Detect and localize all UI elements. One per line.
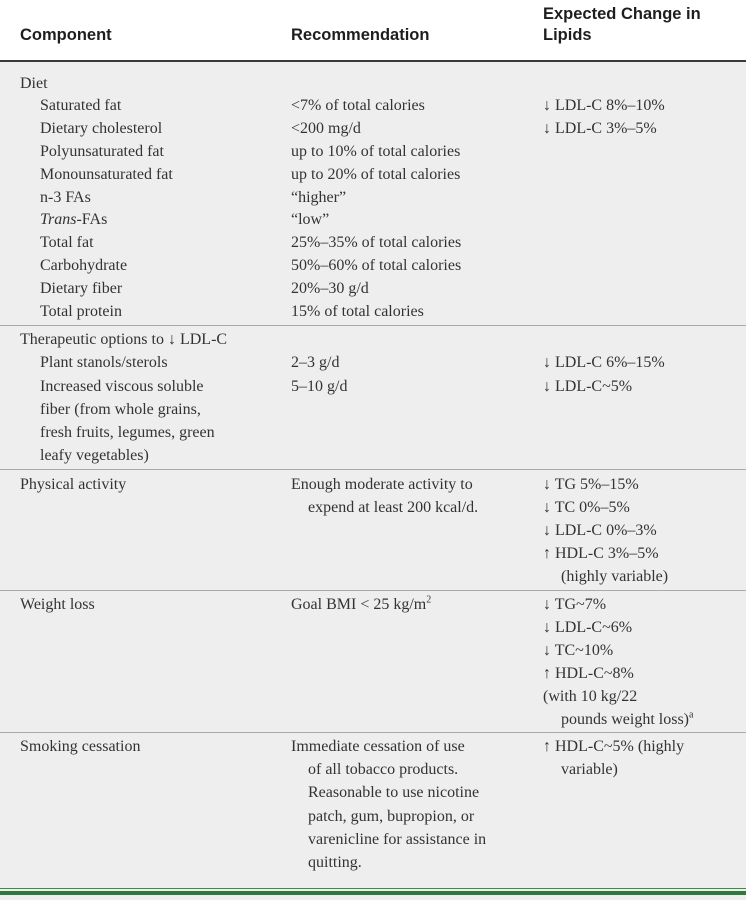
lipids-saturated-fat: ↓ LDL-C 8%–10%: [543, 97, 665, 114]
component-viscous-fiber-4: leafy vegetables): [40, 447, 149, 464]
superscript-squared: 2: [426, 594, 432, 606]
recommendation-smoking-2: of all tobacco products.: [308, 761, 459, 778]
lipids-physical-activity-tc: ↓ TC 0%–5%: [543, 499, 630, 516]
row-separator: [0, 590, 746, 591]
recommendation-total-protein: 15% of total calories: [291, 303, 424, 320]
header-recommendation: Recommendation: [291, 26, 430, 44]
recommendation-viscous-fiber: 5–10 g/d: [291, 378, 348, 395]
lipids-weight-loss-tg: ↓ TG~7%: [543, 596, 607, 613]
lipids-dietary-cholesterol: ↓ LDL-C 3%–5%: [543, 120, 657, 137]
recommendation-saturated-fat: <7% of total calories: [291, 97, 425, 114]
component-viscous-fiber-2: fiber (from whole grains,: [40, 401, 201, 418]
component-viscous-fiber-1: Increased viscous soluble: [40, 378, 204, 395]
component-polyunsaturated-fat: Polyunsaturated fat: [40, 143, 164, 160]
recommendation-smoking-3: Reasonable to use nicotine: [308, 784, 480, 801]
bottom-rule: [0, 891, 746, 895]
component-diet: Diet: [20, 75, 48, 92]
lipids-physical-activity-hdl: ↑ HDL-C 3%–5%: [543, 545, 659, 562]
lipids-weight-loss-hdl: ↑ HDL-C~8%: [543, 665, 634, 682]
lipids-weight-loss-ldl: ↓ LDL-C~6%: [543, 619, 633, 636]
lipids-weight-loss-note-text: pounds weight loss): [561, 711, 689, 728]
component-dietary-cholesterol: Dietary cholesterol: [40, 120, 163, 137]
recommendation-smoking-6: quitting.: [308, 854, 362, 871]
lipids-physical-activity-tg: ↓ TG 5%–15%: [543, 476, 639, 493]
header-expected-change-line1: Expected Change in: [543, 5, 701, 23]
header-rule: [0, 60, 746, 62]
component-weight-loss: Weight loss: [20, 596, 95, 613]
footnote-marker: a: [689, 709, 694, 721]
recommendation-plant-stanols: 2–3 g/d: [291, 354, 340, 371]
recommendation-weight-loss-text: Goal BMI < 25 kg/m: [291, 596, 427, 613]
bottom-rule-thin: [0, 888, 746, 889]
lipids-weight-loss-tc: ↓ TC~10%: [543, 642, 614, 659]
lipids-smoking-2: variable): [561, 761, 618, 778]
recommendation-weight-loss: [291, 594, 431, 616]
component-total-fat: Total fat: [40, 234, 94, 251]
component-trans-fas: [40, 209, 107, 231]
lipids-smoking-1: ↑ HDL-C~5% (highly: [543, 738, 685, 755]
component-total-protein: Total protein: [40, 303, 122, 320]
component-n3-fas: n-3 FAs: [40, 189, 91, 206]
lipids-weight-loss-note-1: (with 10 kg/22: [543, 688, 638, 705]
recommendation-n3-fas: “higher”: [291, 189, 347, 206]
component-trans-suffix: -FAs: [76, 211, 108, 228]
component-trans-italic: Trans: [40, 211, 77, 228]
recommendation-dietary-fiber: 20%–30 g/d: [291, 280, 369, 297]
component-therapeutic-options: Therapeutic options to ↓ LDL-C: [20, 331, 228, 348]
component-monounsaturated-fat: Monounsaturated fat: [40, 166, 173, 183]
component-plant-stanols: Plant stanols/sterols: [40, 354, 168, 371]
recommendation-polyunsaturated-fat: up to 10% of total calories: [291, 143, 461, 160]
lipids-physical-activity-ldl: ↓ LDL-C 0%–3%: [543, 522, 657, 539]
row-separator: [0, 469, 746, 470]
header-expected-change-line2: Lipids: [543, 26, 592, 44]
recommendation-physical-activity-2: expend at least 200 kcal/d.: [308, 499, 479, 516]
lipids-viscous-fiber: ↓ LDL-C~5%: [543, 378, 633, 395]
table-header: [0, 0, 746, 60]
row-separator: [0, 732, 746, 733]
component-dietary-fiber: Dietary fiber: [40, 280, 123, 297]
component-physical-activity: Physical activity: [20, 476, 127, 493]
recommendation-smoking-4: patch, gum, bupropion, or: [308, 808, 475, 825]
component-viscous-fiber-3: fresh fruits, legumes, green: [40, 424, 215, 441]
recommendation-dietary-cholesterol: <200 mg/d: [291, 120, 361, 137]
recommendation-smoking-1: Immediate cessation of use: [291, 738, 465, 755]
header-component: Component: [20, 26, 112, 44]
component-smoking-cessation: Smoking cessation: [20, 738, 141, 755]
recommendation-monounsaturated-fat: up to 20% of total calories: [291, 166, 461, 183]
recommendation-total-fat: 25%–35% of total calories: [291, 234, 462, 251]
recommendation-trans-fas: “low”: [291, 211, 330, 228]
row-separator: [0, 325, 746, 326]
recommendation-physical-activity-1: Enough moderate activity to: [291, 476, 473, 493]
lipids-physical-activity-note: (highly variable): [561, 568, 669, 585]
lipids-plant-stanols: ↓ LDL-C 6%–15%: [543, 354, 665, 371]
component-carbohydrate: Carbohydrate: [40, 257, 128, 274]
component-saturated-fat: Saturated fat: [40, 97, 122, 114]
recommendation-carbohydrate: 50%–60% of total calories: [291, 257, 462, 274]
recommendation-smoking-5: varenicline for assistance in: [308, 831, 487, 848]
lipids-weight-loss-note-2: [561, 709, 693, 731]
